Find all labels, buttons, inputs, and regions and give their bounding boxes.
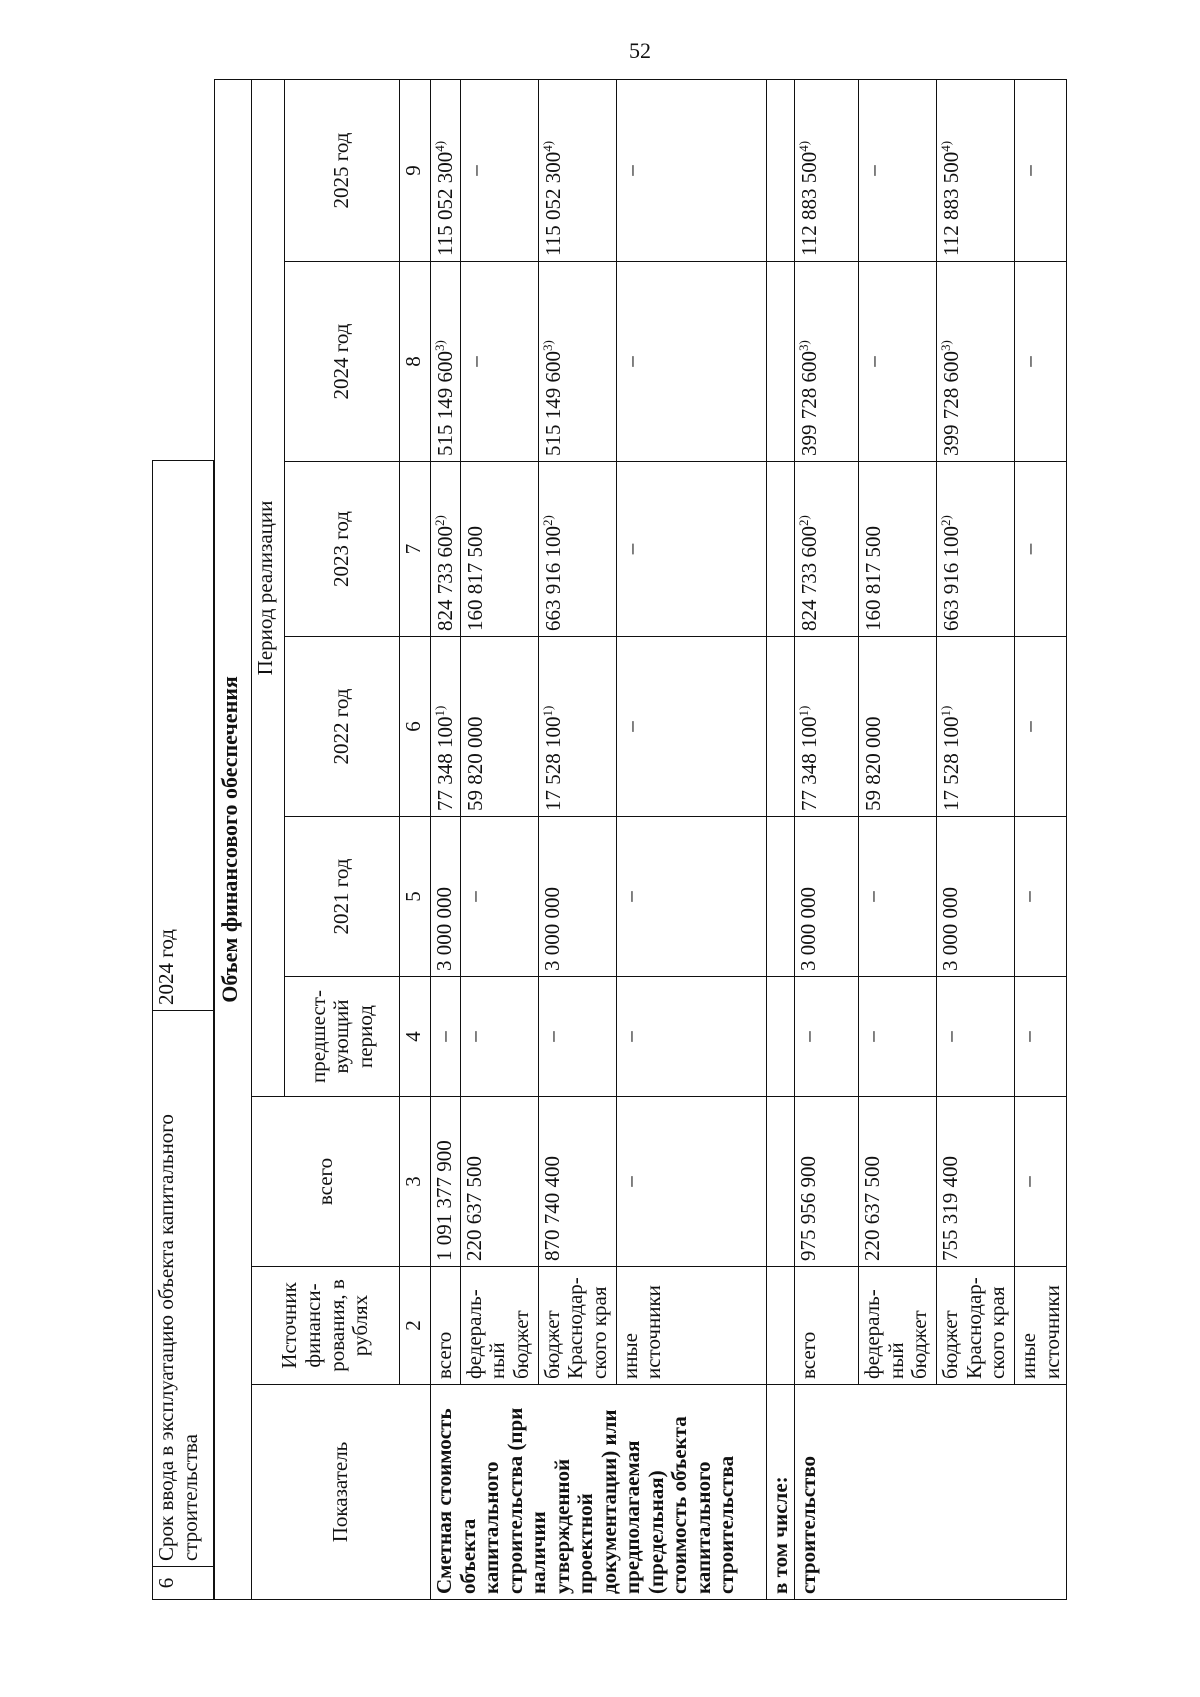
table-row [766, 79, 795, 1599]
page-number: 52 [629, 38, 651, 63]
value: – [618, 165, 643, 176]
prev-cell: – [795, 977, 859, 1097]
value: 17 528 100 [939, 716, 964, 811]
y2022-cell [616, 637, 766, 817]
col-number: 6 [400, 637, 431, 817]
value: 515 149 600 [433, 351, 457, 456]
y2025-cell [795, 79, 859, 261]
header-total: всего [252, 1097, 400, 1267]
footnote-mark: 2) [796, 515, 812, 526]
total-cell: – [1015, 1097, 1067, 1267]
prev-cell: – [859, 977, 937, 1097]
header-2022: 2022 год [285, 637, 400, 817]
value: – [618, 721, 643, 732]
y2021-cell: 3 000 000 [538, 817, 616, 977]
header-prev-period: предшест-вующий период [285, 977, 400, 1097]
source-cell: иные источники [1015, 1267, 1067, 1385]
y2023-cell [538, 462, 616, 637]
table-row [616, 79, 766, 1599]
y2021-cell: – [1015, 817, 1067, 977]
col-number: 8 [400, 262, 431, 462]
indicator-construction: строительство [795, 1385, 1067, 1600]
value: – [618, 543, 643, 555]
y2023-cell [1015, 462, 1067, 637]
y2023-cell [616, 462, 766, 637]
landscape-content [152, 80, 1122, 1600]
footnote-mark: 1) [796, 705, 812, 717]
y2023-cell [937, 462, 1015, 637]
total-cell: 220 637 500 [460, 1097, 538, 1267]
prev-cell: – [460, 977, 538, 1097]
source-cell: бюджет Краснодар-ского края [937, 1267, 1015, 1385]
y2021-cell: 3 000 000 [431, 817, 461, 977]
empty-cell [766, 977, 795, 1097]
col-number: 9 [400, 79, 431, 261]
value: – [861, 356, 886, 367]
rotated-page-content [152, 80, 1122, 1600]
value: 59 820 000 [861, 716, 886, 811]
y2022-cell [431, 637, 461, 817]
prev-cell: – [937, 977, 1015, 1097]
y2024-cell [538, 262, 616, 462]
header-indicator: Показатель [252, 1385, 431, 1600]
footnote-mark: 2) [539, 515, 555, 526]
total-cell: 1 091 377 900 [431, 1097, 461, 1267]
value: – [1017, 543, 1042, 555]
header-2025: 2025 год [285, 79, 400, 261]
row-number: 6 [153, 1567, 214, 1600]
value: – [618, 356, 643, 367]
y2021-cell: – [616, 817, 766, 977]
y2024-cell [937, 262, 1015, 462]
footnote-mark: 1) [938, 705, 954, 717]
table-row [859, 79, 937, 1599]
value: 160 817 500 [861, 526, 886, 631]
commissioning-table [152, 460, 214, 1600]
row-label: Срок ввода в эксплуатацию объекта капитального строительства [153, 1011, 214, 1567]
total-cell: 755 319 400 [937, 1097, 1015, 1267]
prev-cell: – [538, 977, 616, 1097]
value: 160 817 500 [462, 526, 487, 631]
y2024-cell [795, 262, 859, 462]
empty-cell [766, 1267, 795, 1385]
footnote-mark: 3) [432, 340, 447, 351]
footnote-mark: 3) [539, 340, 555, 351]
section-title: Объем финансового обеспечения [215, 79, 252, 1599]
y2022-cell [859, 637, 937, 817]
empty-cell [766, 262, 795, 462]
empty-cell [766, 462, 795, 637]
col-number: 3 [400, 1097, 431, 1267]
total-cell: 870 740 400 [538, 1097, 616, 1267]
footnote-mark: 3) [938, 340, 954, 351]
y2025-cell [1015, 79, 1067, 261]
header-2023: 2023 год [285, 462, 400, 637]
footnote-mark: 4) [796, 140, 812, 152]
table-row [431, 79, 461, 1599]
y2024-cell [460, 262, 538, 462]
footnote-mark: 4) [432, 140, 447, 152]
table-row [538, 79, 616, 1599]
footnote-mark: 3) [796, 340, 812, 351]
y2022-cell [795, 637, 859, 817]
empty-cell [766, 817, 795, 977]
row-6 [153, 461, 214, 1600]
col-number: 2 [400, 1267, 431, 1385]
value: 399 728 600 [797, 351, 822, 456]
y2025-cell [937, 79, 1015, 261]
table-row [1015, 79, 1067, 1599]
col-number: 4 [400, 977, 431, 1097]
y2024-cell [616, 262, 766, 462]
header-period: Период реализации [252, 79, 285, 1096]
y2021-cell: – [859, 817, 937, 977]
value: 115 052 300 [540, 151, 565, 256]
value: 17 528 100 [540, 716, 565, 811]
value: – [1017, 721, 1042, 732]
y2022-cell [937, 637, 1015, 817]
value: – [462, 165, 487, 176]
value: 112 883 500 [939, 151, 964, 256]
source-cell: бюджет Краснодар-ского края [538, 1267, 616, 1385]
prev-cell: – [616, 977, 766, 1097]
value: 112 883 500 [797, 151, 822, 256]
value: 77 348 100 [797, 716, 822, 811]
value: 59 820 000 [462, 716, 487, 811]
y2023-cell [431, 462, 461, 637]
y2022-cell [538, 637, 616, 817]
table-row [795, 79, 859, 1599]
y2021-cell: 3 000 000 [937, 817, 1015, 977]
table-row [937, 79, 1015, 1599]
y2025-cell [460, 79, 538, 261]
empty-cell [766, 79, 795, 261]
financing-table [214, 79, 1067, 1600]
source-cell: федераль-ный бюджет [859, 1267, 937, 1385]
col-number: 7 [400, 462, 431, 637]
prev-cell: – [431, 977, 461, 1097]
value: 663 916 100 [540, 526, 565, 631]
footnote-mark: 1) [432, 705, 447, 717]
footnote-mark: 4) [938, 140, 954, 152]
value: 115 052 300 [433, 151, 457, 256]
y2022-cell [1015, 637, 1067, 817]
value: – [1017, 356, 1042, 367]
value: 515 149 600 [540, 351, 565, 456]
prev-cell: – [1015, 977, 1067, 1097]
col-number: 5 [400, 817, 431, 977]
header-source: Источник финанси-рования, в рублях [252, 1267, 400, 1385]
total-cell: 975 956 900 [795, 1097, 859, 1267]
in-that-number-label: в том числе: [766, 1385, 795, 1600]
column-numbers-row [400, 79, 431, 1599]
value: – [861, 165, 886, 176]
value: 824 733 600 [433, 526, 457, 631]
y2021-cell: – [460, 817, 538, 977]
indicator-estimated-cost: Сметная стоимость объекта капитального строительства (при наличии утвержденной проектной документации) или предполагаемая (предельная) стоимость объекта капитального строительства [431, 1385, 767, 1600]
value: 663 916 100 [939, 526, 964, 631]
empty-cell [766, 1097, 795, 1267]
footnote-mark: 2) [938, 515, 954, 526]
footnote-mark: 2) [432, 515, 447, 526]
source-cell: федераль-ный бюджет [460, 1267, 538, 1385]
y2025-cell [859, 79, 937, 261]
empty-cell [766, 637, 795, 817]
footnote-mark: 1) [539, 705, 555, 717]
value: 399 728 600 [939, 351, 964, 456]
y2023-cell [460, 462, 538, 637]
source-cell: всего [795, 1267, 859, 1385]
y2024-cell [431, 262, 461, 462]
footnote-mark: 4) [539, 140, 555, 152]
y2025-cell [616, 79, 766, 261]
y2021-cell: 3 000 000 [795, 817, 859, 977]
row-value: 2024 год [153, 461, 214, 1011]
y2025-cell [431, 79, 461, 261]
total-cell: 220 637 500 [859, 1097, 937, 1267]
value: 824 733 600 [797, 526, 822, 631]
y2023-cell [795, 462, 859, 637]
header-2024: 2024 год [285, 262, 400, 462]
table-row [460, 79, 538, 1599]
y2022-cell [460, 637, 538, 817]
y2025-cell [538, 79, 616, 261]
source-cell: всего [431, 1267, 461, 1385]
source-cell: иные источники [616, 1267, 766, 1385]
header-2021: 2021 год [285, 817, 400, 977]
total-cell: – [616, 1097, 766, 1267]
value: – [462, 356, 487, 367]
value: 77 348 100 [433, 716, 457, 811]
y2024-cell [1015, 262, 1067, 462]
y2024-cell [859, 262, 937, 462]
y2023-cell [859, 462, 937, 637]
value: – [1017, 165, 1042, 176]
